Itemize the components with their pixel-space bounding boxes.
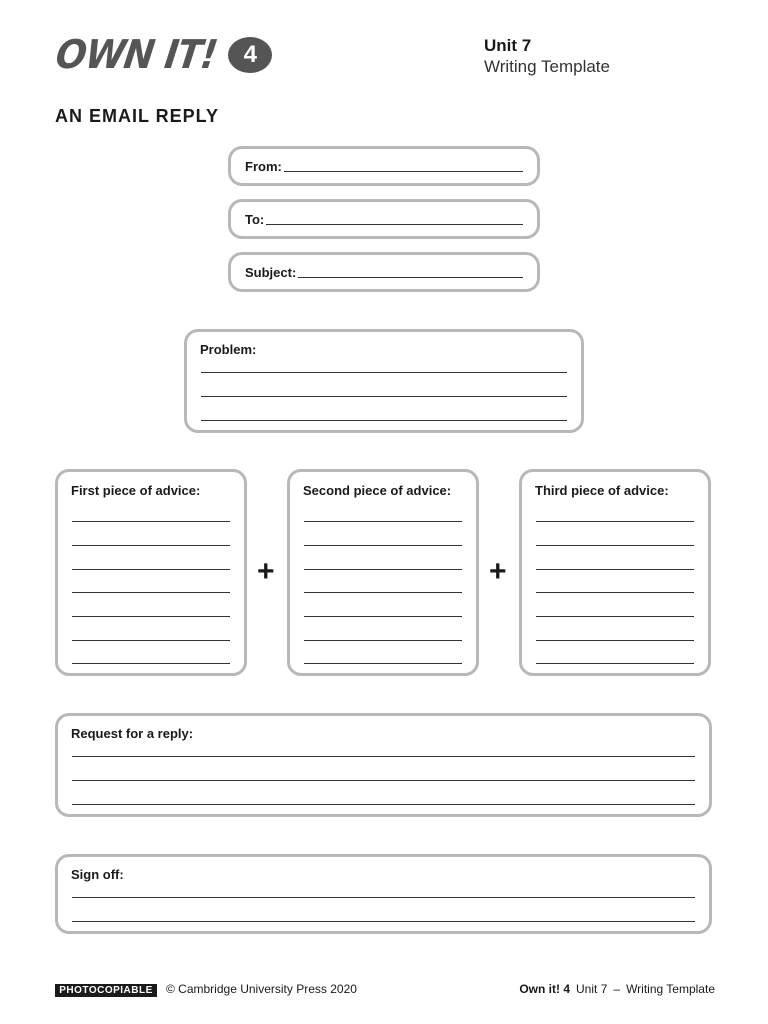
second-advice-box: [287, 469, 479, 676]
third-advice-label: Third piece of advice:: [535, 483, 669, 498]
first-advice-box: [55, 469, 247, 676]
from-box: [228, 146, 540, 186]
footer-separator: –: [613, 982, 621, 996]
from-label: From:: [245, 159, 282, 174]
signoff-line[interactable]: [72, 897, 695, 898]
from-line[interactable]: [284, 171, 523, 172]
request-label: Request for a reply:: [71, 726, 194, 741]
advice-line[interactable]: [536, 640, 694, 641]
advice-line[interactable]: [304, 545, 462, 546]
footer-template: Writing Template: [626, 982, 715, 996]
page-title: AN EMAIL REPLY: [55, 106, 220, 126]
to-label: To:: [245, 212, 265, 227]
third-advice-box: [519, 469, 711, 676]
signoff-line[interactable]: [72, 921, 695, 922]
advice-line[interactable]: [536, 545, 694, 546]
advice-line[interactable]: [304, 640, 462, 641]
advice-line[interactable]: [72, 545, 230, 546]
request-line[interactable]: [72, 780, 695, 781]
copyright-text: © Cambridge University Press 2020: [166, 982, 357, 996]
to-line[interactable]: [266, 224, 523, 225]
request-box: [55, 713, 712, 817]
subject-label: Subject:: [245, 265, 297, 280]
request-line[interactable]: [72, 804, 695, 805]
problem-label: Problem:: [200, 342, 257, 357]
problem-box: [184, 329, 584, 433]
advice-line[interactable]: [304, 569, 462, 570]
problem-line[interactable]: [201, 372, 567, 373]
advice-line[interactable]: [536, 616, 694, 617]
subject-line[interactable]: [298, 277, 523, 278]
signoff-label: Sign off:: [71, 867, 124, 882]
subject-box: [228, 252, 540, 292]
problem-line[interactable]: [201, 420, 567, 421]
advice-line[interactable]: [72, 569, 230, 570]
advice-line[interactable]: [536, 569, 694, 570]
advice-line[interactable]: [304, 592, 462, 593]
plus-sign: +: [489, 555, 507, 588]
request-line[interactable]: [72, 756, 695, 757]
unit-heading: Unit 7: [484, 36, 532, 55]
advice-line[interactable]: [304, 663, 462, 664]
advice-line[interactable]: [72, 640, 230, 641]
advice-line[interactable]: [72, 521, 230, 522]
advice-line[interactable]: [72, 663, 230, 664]
advice-line[interactable]: [72, 592, 230, 593]
second-advice-label: Second piece of advice:: [303, 483, 452, 498]
plus-sign: +: [257, 555, 275, 588]
problem-line[interactable]: [201, 396, 567, 397]
advice-line[interactable]: [536, 592, 694, 593]
advice-line[interactable]: [304, 616, 462, 617]
first-advice-label: First piece of advice:: [71, 483, 201, 498]
footer-unit: Unit 7: [576, 982, 608, 996]
signoff-box: [55, 854, 712, 934]
logo: [52, 30, 272, 80]
advice-line[interactable]: [72, 616, 230, 617]
advice-line[interactable]: [536, 521, 694, 522]
photocopiable-badge: PHOTOCOPIABLE: [55, 984, 157, 997]
advice-line[interactable]: [536, 663, 694, 664]
advice-line[interactable]: [304, 521, 462, 522]
logo-text: OWN IT!: [52, 32, 220, 78]
logo-number-badge: 4: [228, 37, 272, 73]
footer-reference: [519, 982, 715, 996]
to-box: [228, 199, 540, 239]
footer-book: Own it! 4: [519, 982, 571, 996]
template-subtitle: Writing Template: [484, 57, 610, 76]
